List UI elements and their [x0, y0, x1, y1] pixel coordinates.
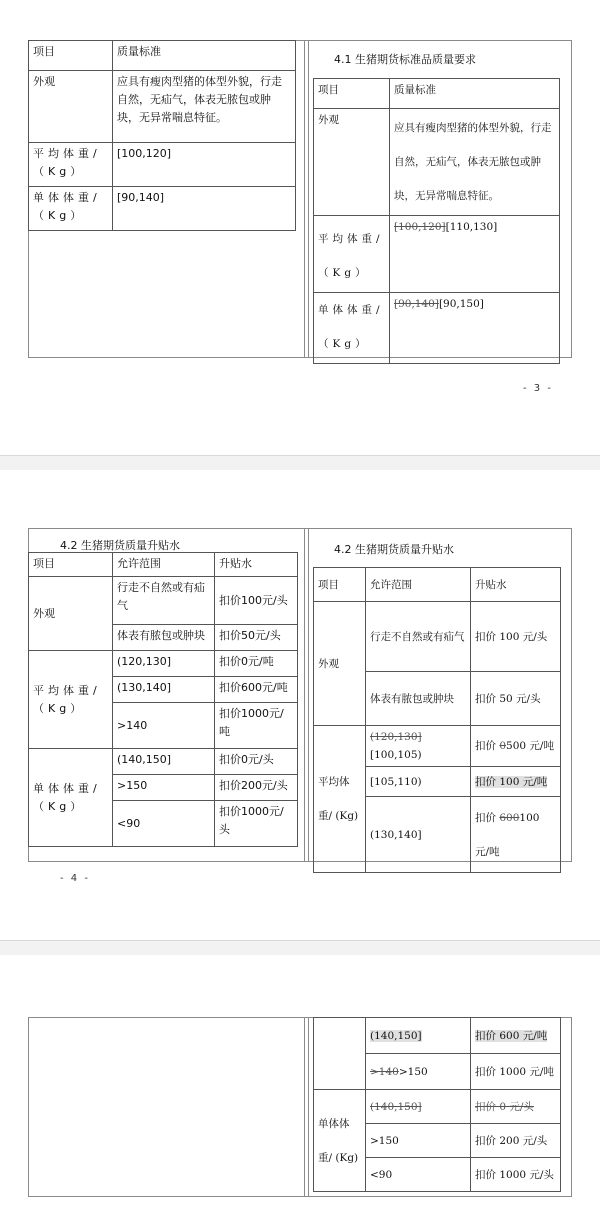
- header-premium: 升贴水: [215, 553, 298, 577]
- avg-weight-label: 平均体重/ (Kg): [314, 726, 366, 873]
- premium-cell: 扣价0元/吨: [215, 651, 298, 677]
- page-3-left-table: [28, 40, 296, 231]
- header-premium: 升贴水: [471, 568, 561, 602]
- premium-old: 0: [499, 740, 507, 752]
- range-cell: [366, 726, 471, 767]
- header-item: 项目: [314, 79, 390, 109]
- range-cell: 行走不自然或有疝气: [113, 577, 215, 625]
- avg-weight-label: 平均体重/（Kg）: [29, 143, 113, 187]
- range-cell: (140,150]: [113, 749, 215, 775]
- header-item: 项目: [29, 41, 113, 71]
- range-cell: 体表有脓包或肿块: [366, 672, 471, 726]
- premium-new: 100: [519, 811, 540, 824]
- page-4-divider: [304, 528, 305, 861]
- appearance-text: 应具有瘦肉型猪的体型外貌，行走自然，无疝气，体表无脓包或肿块，无异常喘息特征。: [390, 109, 560, 216]
- avg-weight-label: 平均体重/（Kg）: [314, 216, 390, 293]
- page-3-right-table: [313, 78, 560, 364]
- single-weight-new: [90,150]: [438, 298, 484, 310]
- single-weight-label: 单体体重/（Kg）: [314, 293, 390, 364]
- appearance-label: 外观: [314, 109, 390, 216]
- page-number-4: - 4 -: [60, 873, 90, 884]
- premium-cell: 扣价100元/头: [215, 577, 298, 625]
- section-4-2-title-right: 4.2 生猪期货质量升贴水: [334, 543, 454, 556]
- header-range: 允许范围: [366, 568, 471, 602]
- page-gap-2: [0, 940, 600, 956]
- page-4-right-table: [313, 567, 561, 873]
- page-5: [0, 955, 600, 1219]
- range-cell: (140,150]: [366, 1018, 471, 1054]
- premium-cell: 扣价 200 元/头: [471, 1124, 561, 1158]
- single-weight-old: [90,140]: [394, 298, 439, 310]
- avg-weight-label: 平均体重/（Kg）: [29, 651, 113, 749]
- premium-cell: 扣价 600 元/吨: [471, 1018, 561, 1054]
- range-cell: [366, 1054, 471, 1090]
- page-3-divider: [304, 40, 305, 357]
- section-4-2-title-left: 4.2 生猪期货质量升贴水: [60, 539, 180, 552]
- range-old: (120,130]: [370, 731, 422, 743]
- single-weight-label: 单体体重/（Kg）: [29, 187, 113, 231]
- single-weight-label: 单体体重/ (Kg): [314, 1090, 366, 1192]
- appearance-label: 外观: [29, 71, 113, 143]
- single-weight-value: [390, 293, 560, 364]
- header-range: 允许范围: [113, 553, 215, 577]
- range-new: >150: [398, 1065, 428, 1078]
- range-cell: >150: [113, 775, 215, 801]
- range-cell: 体表有脓包或肿块: [113, 625, 215, 651]
- header-item: 项目: [314, 568, 366, 602]
- header-standard: 质量标准: [390, 79, 560, 109]
- range-cell: (140,150]: [366, 1090, 471, 1124]
- page-5-right-table: [313, 1017, 561, 1192]
- avg-weight-old: [100,120]: [394, 221, 446, 233]
- range-cell: >150: [366, 1124, 471, 1158]
- premium-cell: 扣价0元/头: [215, 749, 298, 775]
- page-gap-1: [0, 455, 600, 471]
- premium-cell: 扣价 0500 元/吨: [471, 726, 561, 767]
- page-4: [0, 470, 600, 940]
- premium-new: 500: [506, 740, 527, 752]
- page-number-3: - 3 -: [523, 383, 553, 394]
- page-4-divider-2: [308, 528, 309, 861]
- range-cell: 行走不自然或有疝气: [366, 602, 471, 672]
- premium-cell: 扣价1000元/吨: [215, 703, 298, 749]
- single-weight-label: 单体体重/（Kg）: [29, 749, 113, 847]
- premium-cell: [471, 767, 561, 797]
- range-cell: >140: [113, 703, 215, 749]
- page-4-left-table: [28, 552, 298, 847]
- premium-cell: 扣价 1000 元/吨: [471, 1054, 561, 1090]
- range-cell: (120,130]: [113, 651, 215, 677]
- header-standard: 质量标准: [113, 41, 296, 71]
- avg-weight-value: [390, 216, 560, 293]
- page-3: [0, 0, 600, 455]
- premium-cell: 扣价 1000 元/头: [471, 1158, 561, 1192]
- avg-weight-new: [110,130]: [445, 221, 498, 233]
- range-cell: [105,110): [366, 767, 471, 797]
- premium-cell: 扣价600元/吨: [215, 677, 298, 703]
- premium-cell: 扣价200元/头: [215, 775, 298, 801]
- range-cell: (130,140]: [366, 797, 471, 873]
- premium-cell: 扣价1000元/头: [215, 801, 298, 847]
- premium-cell: 扣价 100 元/头: [471, 602, 561, 672]
- premium-old: 600: [499, 811, 520, 824]
- page-5-divider-2: [308, 1017, 309, 1196]
- range-cell: (130,140]: [113, 677, 215, 703]
- premium-cell: 扣价 0 元/头: [471, 1090, 561, 1124]
- page-3-divider-2: [308, 40, 309, 357]
- appearance-label: 外观: [29, 577, 113, 651]
- single-weight-value: [90,140]: [113, 187, 296, 231]
- range-old: >140: [370, 1065, 399, 1078]
- premium-cell: 扣价 600100 元/吨: [471, 797, 561, 873]
- range-cell: <90: [113, 801, 215, 847]
- range-new: [100,105): [370, 749, 422, 761]
- page-5-divider: [304, 1017, 305, 1196]
- appearance-label: 外观: [314, 602, 366, 726]
- header-item: 项目: [29, 553, 113, 577]
- premium-highlight: 扣价 100 元/吨: [475, 775, 548, 788]
- premium-cell: 扣价 50 元/头: [471, 672, 561, 726]
- section-4-1-title: 4.1 生猪期货标准品质量要求: [334, 53, 476, 66]
- premium-cell: 扣价50元/头: [215, 625, 298, 651]
- range-cell: <90: [366, 1158, 471, 1192]
- appearance-text: 应具有瘦肉型猪的体型外貌，行走自然，无疝气，体表无脓包或肿块，无异常喘息特征。: [113, 71, 296, 143]
- avg-weight-value: [100,120]: [113, 143, 296, 187]
- avg-weight-continued: [314, 1018, 366, 1090]
